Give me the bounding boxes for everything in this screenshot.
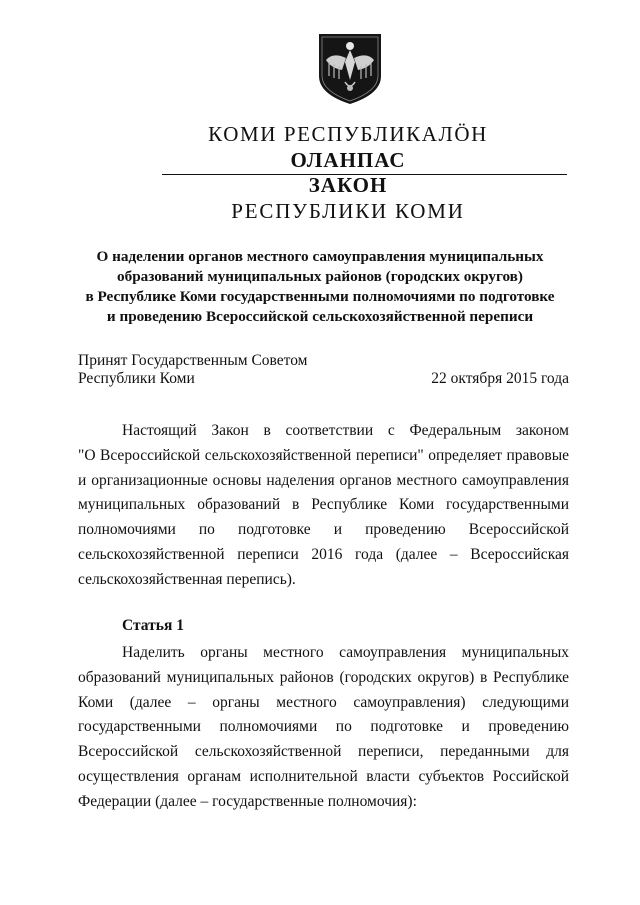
adoption-date: 22 октября 2015 года — [431, 370, 569, 387]
paragraph-line: сельскохозяйственной переписи 2016 года (далее – Всероссийская — [78, 545, 569, 563]
olanpas-heading: ОЛАНПАС — [290, 148, 406, 172]
republic-ru-heading: РЕСПУБЛИКИ КОМИ — [231, 199, 465, 223]
komi-coat-of-arms-icon — [317, 32, 383, 106]
adopted-by-line: Принят Государственным Советом — [78, 352, 308, 369]
law-title-line: О наделении органов местного самоуправления муниципальных — [96, 248, 544, 265]
paragraph-line: Наделить органы местного самоуправления муниципальных — [122, 644, 569, 661]
paragraph-line: осуществления органам исполнительной власти субъектов Российской — [78, 767, 569, 785]
article-1-heading: Статья 1 — [122, 617, 184, 634]
paragraph-line: и организационные основы наделения органов местного самоуправления — [78, 471, 569, 489]
law-title-line: образований муниципальных районов (городских округов) — [117, 268, 523, 285]
preamble-paragraph — [78, 419, 569, 593]
paragraph-line: Коми (далее – органы местного самоуправления) следующими — [78, 693, 569, 711]
paragraph-line: государственными полномочиями по подготовке и проведению — [78, 718, 569, 736]
paragraph-line: Всероссийской сельскохозяйственной переписи, переданными для — [78, 743, 569, 761]
paragraph-line: полномочиями по подготовке и проведению Всероссийской — [78, 521, 569, 539]
adopted-by-line: Республики Коми — [78, 370, 195, 387]
republic-komi-heading: КОМИ РЕСПУБЛИКАЛÖН — [208, 122, 488, 146]
paragraph-line: "О Всероссийской сельскохозяйственной переписи" определяет правовые — [78, 446, 569, 464]
article-1-paragraph — [78, 641, 569, 815]
paragraph-line: образований муниципальных районов (городских округов) в Республике — [78, 668, 569, 686]
law-title-line: в Республике Коми государственными полномочиями по подготовке — [85, 288, 555, 305]
law-heading: ЗАКОН — [308, 173, 388, 197]
paragraph-line: сельскохозяйственная перепись). — [78, 570, 296, 588]
paragraph-line: муниципальных образований в Республике Коми государственными — [78, 496, 569, 514]
paragraph-line: Настоящий Закон в соответствии с Федеральным законом — [122, 422, 569, 439]
law-title-line: и проведению Всероссийской сельскохозяйственной переписи — [106, 308, 534, 325]
paragraph-line: Федерации (далее – государственные полномочия): — [78, 792, 417, 810]
